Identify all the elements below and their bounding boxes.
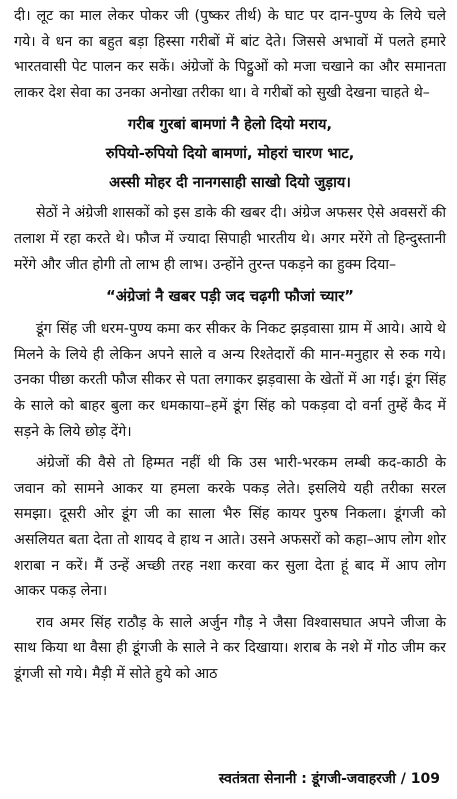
- verse-block: [14, 110, 446, 197]
- paragraph-4: अंग्रेजों की वैसे तो हिम्मत नहीं थी कि उस भारी-भरकम लम्बी कद-काठी के जवान को सामने आकर या हमला करके पकड़ लेते। इसलिये यही तरीका सरल समझा। दूसरी ओर डूंग जी का साला भैरु सिंह कायर पुरुष निकला। डूंगजी को असलियत बता देता तो शायद वे हाथ न आते। उसने अफसरों को कहा–आप लोग शोर शराबा न करें। मैं उन्हें अच्छी तरह नशा करवा कर सुला देता हूं बाद में आप लोग आकर पकड़ लेना।: [14, 455, 446, 600]
- paragraph-2: सेठों ने अंग्रेजी शासकों को इस डाके की खबर दी। अंग्रेज अफसर ऐसे अवसरों की तलाश में रहा करते थे। फौज में ज्यादा सिपाही भारतीय थे। अगर मरेंगे तो हिन्दुस्तानी मरेंगे और जीत होगी तो लाभ ही लाभ। उन्होंने तुरन्त पकड़ने का हुक्म दिया–: [14, 205, 446, 273]
- verse-line-2: रुपियो-रुपियो दियो बामणां, मोहरां चारण भाट,: [105, 145, 355, 163]
- quote-line: “अंग्रेजां नै खबर पड़ी जद चढ़गी फौजां च्यार”: [105, 288, 355, 306]
- paragraph-1: दी। लूट का माल लेकर पोकर जी (पुष्कर तीर्थ) के घाट पर दान-पुण्य के लिये चले गये। वे धन का बहुत बड़ा हिस्सा गरीबों में बांट देते। जिससे अभावों में पलते हमारे भारतवासी पेट पालन कर सकें। अंग्रेजों के पिट्ठुओं को मजा चखाने का और समानता लाकर देश सेवा का उनका अनोखा तरीका था। वे गरीबों को सुखी देखना चाहते थे–: [14, 8, 446, 101]
- verse-line-3: अस्सी मोहर दी नानगसाही साखो दियो जुड़ाय।: [109, 174, 351, 192]
- verse-line-1: गरीब गुरबां बामणां नै हेलो दियो मराय,: [127, 116, 333, 134]
- paragraph-5: राव अमर सिंह राठौड़ के साले अर्जुन गौड़ ने जैसा विश्वासघात अपने जीजा के साथ किया था वैसा ही डूंगजी के साले ने कर दिखाया। शराब के नशे में गोठ जीम कर डूंगजी सो गये। मैड़ी में सोते हुये को आठ: [14, 614, 446, 682]
- paragraph-3: डूंग सिंह जी धरम-पुण्य कमा कर सीकर के निकट झड़वासा ग्राम में आये। आये थे मिलने के लिये ही लेकिन अपने साले व अन्य रिश्तेदारों की मान-मनुहार से रुक गये। उनका पीछा करती फौज सीकर से पता लगाकर झड़वासा के खेतों में आ गई। डूंग सिंह के साले को बाहर बुला कर धमकाया–हमें डूंग सिंह को पकड़वा दो वर्ना तुम्हें कैद में सड़ने के लिये छोड़ देंगे।: [14, 321, 446, 440]
- book-page: [14, 4, 446, 794]
- running-footer: स्वतंत्रता सेनानी : डूंगजी-जवाहरजी / 109: [218, 771, 440, 787]
